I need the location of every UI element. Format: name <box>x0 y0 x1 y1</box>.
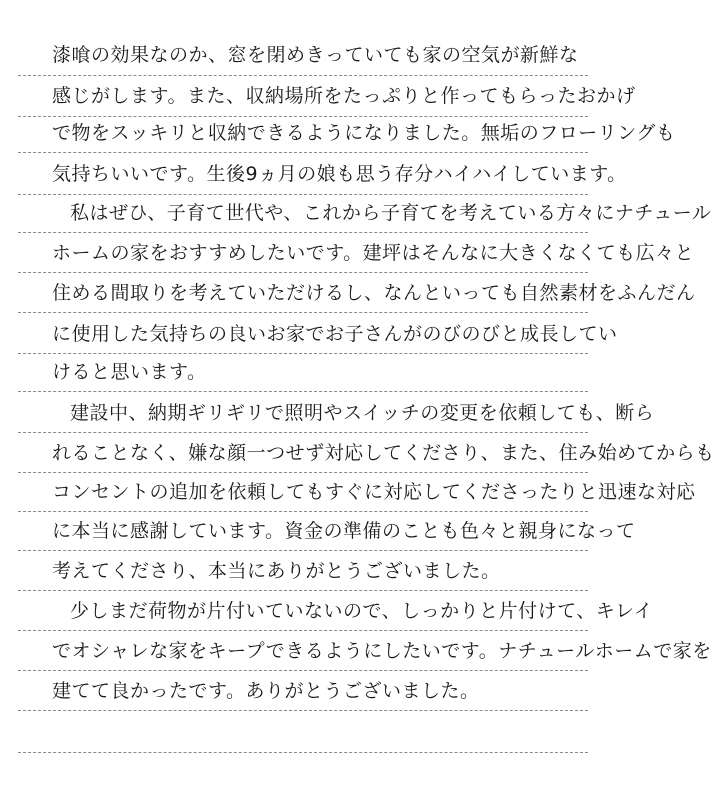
ruled-line <box>18 194 588 195</box>
ruled-line <box>18 472 588 473</box>
letter-line: ホームの家をおすすめしたいです。建坪はそんなに大きくなくても広々と <box>52 242 695 264</box>
letter-line: 感じがします。また、収納場所をたっぷりと作ってもらったおかげ <box>52 85 636 107</box>
ruled-line <box>18 353 588 354</box>
letter-line: 建てて良かったです。ありがとうございました。 <box>52 680 480 702</box>
ruled-line <box>18 232 588 233</box>
letter-line: でオシャレな家をキープできるようにしたいです。ナチュールホームで家を <box>52 640 712 662</box>
letter-line: 少しまだ荷物が片付いていないので、しっかりと片付けて、キレイ <box>70 600 654 622</box>
letter-line: コンセントの追加を依頼してもすぐに対応してくださったりと迅速な対応 <box>52 481 696 503</box>
ruled-line <box>18 630 588 631</box>
letter-line: 考えてくださり、本当にありがとうございました。 <box>52 560 501 582</box>
letter-line: に使用した気持ちの良いお家でお子さんがのびのびと成長してい <box>52 323 618 345</box>
ruled-line <box>18 670 588 671</box>
letter-line: に本当に感謝しています。資金の準備のことも色々と親身になって <box>52 520 636 542</box>
ruled-line <box>18 511 588 512</box>
ruled-line <box>18 710 588 711</box>
ruled-line <box>18 272 588 273</box>
ruled-line <box>18 590 588 591</box>
ruled-line <box>18 152 588 153</box>
letter-line: で物をスッキリと収納できるようになりました。無垢のフローリングも <box>52 122 676 144</box>
letter-line: れることなく、嫌な顔一つせず対応してくださり、また、住み始めてからも <box>52 442 715 464</box>
letter-line: 私はぜひ、子育て世代や、これから子育てを考えている方々にナチュール <box>70 202 712 224</box>
ruled-line <box>18 391 588 392</box>
letter-line: 住める間取りを考えていただけるし、なんといっても自然素材をふんだん <box>52 282 696 304</box>
ruled-line <box>18 432 588 433</box>
ruled-line <box>18 752 588 753</box>
letter-line: 漆喰の効果なのか、窓を閉めきっていても家の空気が新鮮な <box>52 44 579 66</box>
ruled-line <box>18 550 588 551</box>
ruled-line <box>18 312 588 313</box>
letter-line: 建設中、納期ギリギリで照明やスイッチの変更を依頼しても、断ら <box>70 402 655 424</box>
ruled-line <box>18 75 588 76</box>
letter-line: けると思います。 <box>52 361 207 383</box>
letter-line: 気持ちいいです。生後9ヵ月の娘も思う存分ハイハイしています。 <box>52 163 627 185</box>
